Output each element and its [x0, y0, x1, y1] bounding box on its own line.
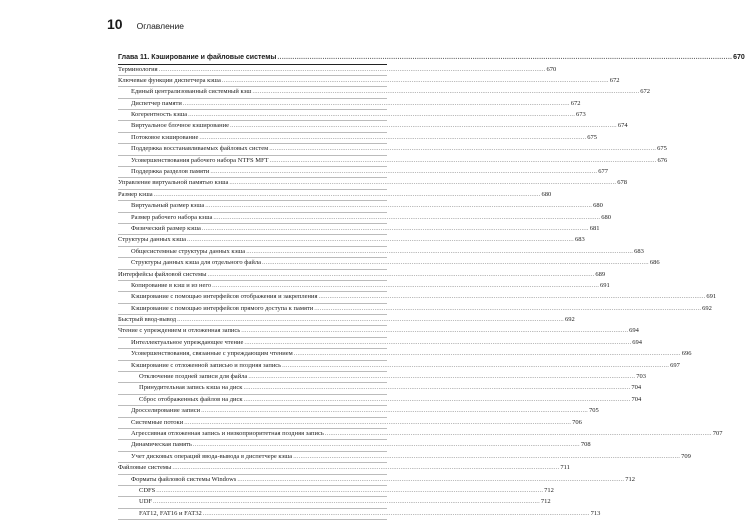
toc-entry-title: Когерентность кэша — [131, 111, 188, 119]
toc-entry — [118, 326, 639, 337]
toc-entry-page: 678 — [617, 179, 627, 187]
dot-leader — [208, 270, 595, 280]
toc-entry-title: Агрессивная отложенная запись и низкоприоритетная поздняя запись — [131, 430, 324, 437]
toc-entry — [118, 110, 586, 121]
toc-entry-title: Системные потоки — [131, 418, 184, 426]
toc-entry-title: Диспетчер памяти — [131, 99, 182, 107]
toc-entry-title: Терминология — [118, 65, 158, 73]
dot-leader — [187, 235, 574, 245]
toc-entry-page: 691 — [600, 281, 610, 289]
toc-entry — [118, 304, 712, 315]
toc-entry — [118, 338, 643, 349]
toc-entry-title: Единый централизованный системный кэш — [131, 88, 252, 96]
toc-entry-page: 713 — [590, 509, 601, 517]
toc-entry-title: Общесистемные структуры данных кэша — [131, 247, 246, 255]
toc-entry-title: Копирование в кэш и из него — [131, 281, 212, 289]
toc-entry — [118, 65, 557, 76]
toc-entry-page: 696 — [681, 350, 692, 358]
toc-entry-title: Учет дисковых операций ввода-вывода в диспетчере кэша — [131, 452, 293, 460]
toc-entry-page: 670 — [733, 54, 745, 61]
table-of-contents — [118, 52, 745, 520]
toc-entry — [118, 270, 606, 281]
dot-leader — [177, 315, 564, 325]
dot-leader — [269, 144, 656, 154]
toc-entry — [118, 235, 585, 246]
dot-leader — [294, 349, 681, 359]
dot-leader — [172, 463, 559, 473]
toc-entry-page: 683 — [574, 236, 585, 244]
toc-entry-page: 689 — [595, 270, 606, 278]
toc-entry — [118, 486, 554, 497]
dot-leader — [325, 429, 712, 439]
toc-entry-page: 712 — [540, 498, 551, 506]
toc-entry-title: Поддержка разделов памяти — [131, 168, 210, 176]
dot-leader — [213, 213, 600, 223]
toc-entry-title: Физический размер кэша — [131, 224, 201, 232]
toc-entry-title: Виртуальное блочное кэширование — [131, 122, 229, 130]
toc-entry-page: 707 — [712, 430, 723, 437]
dot-leader — [244, 395, 631, 405]
toc-entry-title: Управление виртуальной памятью кэша — [118, 179, 229, 187]
toc-entry-page: 681 — [589, 224, 600, 232]
toc-entry — [118, 99, 581, 110]
toc-entry-title: Сброс отображенных файлов на диск — [139, 395, 243, 403]
dot-leader — [262, 258, 649, 268]
dot-leader — [246, 247, 633, 257]
toc-entry-title: Глава 11. Кэширование и файловые системы — [118, 54, 277, 61]
dot-leader — [244, 338, 631, 348]
toc-entry-page: 680 — [601, 213, 611, 221]
toc-entry — [118, 247, 644, 258]
toc-entry-page: 683 — [634, 247, 644, 255]
toc-entry-page: 680 — [541, 190, 552, 198]
toc-entry-title: Интеллектуальное упреждающее чтение — [131, 338, 244, 346]
toc-entry — [118, 121, 628, 132]
toc-entry-page: 706 — [572, 418, 582, 426]
toc-entry — [118, 76, 620, 87]
dot-leader — [184, 418, 571, 428]
toc-entry — [118, 213, 611, 224]
dot-leader — [237, 475, 624, 485]
dot-leader — [203, 509, 590, 519]
dot-leader — [241, 326, 628, 336]
toc-entry-page: 673 — [576, 111, 586, 119]
toc-entry — [118, 156, 668, 167]
toc-entry — [118, 133, 598, 144]
toc-entry-title: Файловые системы — [118, 464, 172, 472]
toc-entry — [118, 383, 642, 394]
toc-entry — [118, 395, 642, 406]
dot-leader — [222, 76, 609, 86]
toc-entry-page: 704 — [631, 395, 642, 403]
toc-entry — [118, 497, 551, 508]
toc-entry-page: 709 — [681, 452, 691, 460]
toc-entry — [118, 361, 680, 372]
toc-entry-page: 712 — [625, 475, 635, 483]
toc-entry-page: 672 — [609, 76, 620, 84]
toc-entry-title: Ключевые функции диспетчера кэша — [118, 76, 221, 84]
toc-entry — [118, 178, 627, 189]
toc-entry-page: 672 — [570, 99, 581, 107]
toc-entry-title: CDFS — [139, 486, 156, 494]
toc-entry — [118, 224, 600, 235]
toc-entry-page: 694 — [632, 338, 643, 346]
toc-entry — [118, 144, 667, 155]
toc-entry-page: 675 — [657, 145, 667, 153]
toc-entry — [118, 315, 575, 326]
toc-entry-page: 672 — [640, 88, 651, 96]
toc-entry-page: 697 — [670, 361, 680, 369]
dot-leader — [230, 121, 617, 131]
dot-leader — [199, 133, 586, 143]
toc-entry-title: Кэширование с помощью интерфейсов прямого доступа к памяти — [131, 304, 314, 312]
dot-leader — [154, 190, 541, 200]
toc-entry-page: 674 — [617, 122, 628, 130]
toc-entry — [118, 281, 610, 292]
toc-entry — [118, 87, 651, 98]
dot-leader — [156, 486, 543, 496]
toc-entry-title: Форматы файловой системы Windows — [131, 475, 237, 483]
toc-chapter-entry — [118, 52, 745, 65]
toc-entry-page: 708 — [580, 441, 591, 449]
dot-leader — [229, 178, 616, 188]
dot-leader — [248, 372, 635, 382]
toc-entry-page: 692 — [565, 316, 575, 324]
toc-entry-page: 704 — [631, 384, 642, 392]
dot-leader — [205, 201, 592, 211]
toc-entry-title: Быстрый ввод-вывод — [118, 316, 177, 324]
toc-entry — [118, 406, 599, 417]
toc-entry-page: 692 — [702, 304, 712, 312]
dot-leader — [243, 383, 630, 393]
dot-leader — [212, 281, 599, 291]
toc-entry-page: 711 — [560, 464, 570, 472]
toc-entry-title: Размер рабочего набора кэша — [131, 213, 213, 221]
toc-entry-title: Потоковое кэширование — [131, 133, 199, 141]
toc-entry-title: Принудительная запись кэша на диск — [139, 384, 243, 392]
toc-entry — [118, 475, 635, 486]
toc-entry-title: Кэширование с помощью интерфейсов отображения и закрепления — [131, 293, 318, 301]
toc-entry-title: Кэширование с отложенной записью и поздняя запись — [131, 361, 282, 369]
toc-entry — [118, 292, 717, 303]
toc-entry — [118, 258, 660, 269]
dot-leader — [252, 87, 639, 97]
page-number: 10 — [107, 16, 123, 32]
dot-leader — [314, 304, 701, 314]
toc-entry-page: 680 — [593, 202, 603, 210]
toc-entry-page: 703 — [636, 373, 646, 381]
toc-entry-title: Виртуальный размер кэша — [131, 202, 205, 210]
toc-entry-page: 691 — [706, 293, 717, 301]
dot-leader — [159, 65, 546, 75]
toc-entry — [118, 167, 608, 178]
toc-entry-page: 675 — [587, 133, 598, 141]
toc-entry — [118, 349, 692, 360]
dot-leader — [277, 52, 732, 64]
toc-entry-page: 686 — [649, 259, 660, 267]
toc-entry-title: Размер кэша — [118, 190, 153, 198]
dot-leader — [319, 292, 706, 302]
toc-entry-title: Интерфейсы файловой системы — [118, 270, 207, 278]
dot-leader — [282, 361, 669, 371]
toc-entry-title: Поддержка восстанавливаемых файловых систем — [131, 145, 269, 153]
toc-entry-title: Чтение с упреждением и отложенная запись — [118, 327, 241, 335]
dot-leader — [183, 99, 570, 109]
toc-entry — [118, 509, 601, 520]
dot-leader — [193, 440, 580, 450]
toc-entry — [118, 452, 691, 463]
toc-entry-title: Дросселирование записи — [131, 407, 201, 415]
toc-entry-page: 677 — [598, 168, 608, 176]
dot-leader — [270, 156, 657, 166]
toc-entry — [118, 440, 591, 451]
toc-entry-title: UDF — [139, 498, 153, 506]
toc-entry — [118, 190, 552, 201]
toc-entry — [118, 418, 582, 429]
toc-entry-page: 676 — [657, 156, 668, 164]
toc-entry-title: Усовершенствования, связанные с упреждающим чтением — [131, 350, 293, 358]
toc-entry-title: Структуры данных кэша — [118, 236, 187, 244]
toc-entry-page: 670 — [546, 65, 557, 73]
toc-entry-title: Динамическая память — [131, 441, 192, 449]
running-title: Оглавление — [136, 21, 184, 31]
toc-entry — [118, 463, 570, 474]
dot-leader — [201, 406, 588, 416]
dot-leader — [210, 167, 597, 177]
toc-entry-title: Структуры данных кэша для отдельного файла — [131, 259, 261, 267]
dot-leader — [293, 452, 680, 462]
toc-entry-title: Отключение поздней записи для файла — [139, 373, 248, 381]
page-header — [107, 16, 184, 32]
toc-entry — [118, 372, 646, 383]
dot-leader — [188, 110, 575, 120]
toc-entry-page: 694 — [629, 327, 639, 335]
toc-entry-page: 712 — [544, 486, 554, 494]
dot-leader — [153, 497, 540, 507]
toc-entry-title: Усовершенствования рабочего набора NTFS MFT — [131, 156, 269, 164]
toc-entry — [118, 201, 603, 212]
dot-leader — [202, 224, 589, 234]
toc-entry-title: FAT12, FAT16 и FAT32 — [139, 509, 202, 517]
toc-entry — [118, 429, 723, 440]
toc-entry-page: 705 — [588, 407, 599, 415]
